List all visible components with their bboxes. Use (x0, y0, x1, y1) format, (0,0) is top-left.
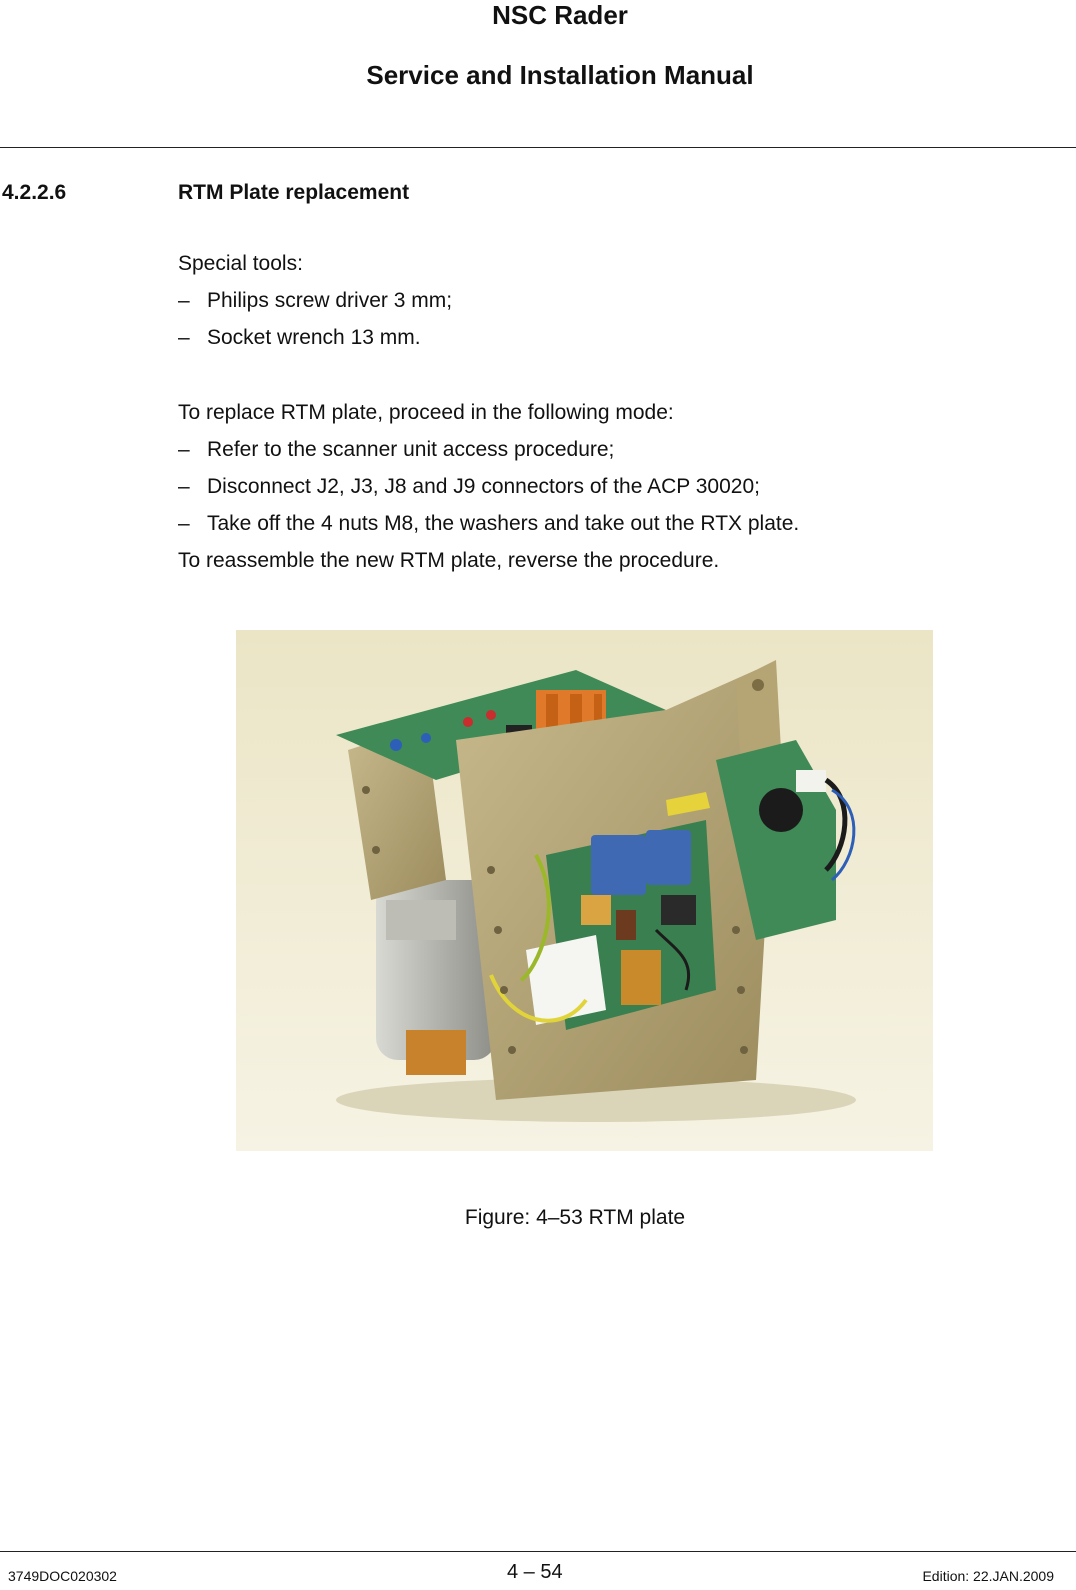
tool-item-text: Socket wrench 13 mm. (207, 326, 421, 349)
procedure-step-text: Refer to the scanner unit access procedure; (207, 438, 615, 461)
bullet-dash: – (178, 326, 190, 349)
bullet-dash: – (178, 289, 190, 312)
section-number: 4.2.2.6 (2, 181, 67, 204)
bullet-dash: – (178, 438, 190, 461)
list-item (178, 475, 760, 499)
bullet-dash: – (178, 512, 190, 535)
tool-item-text: Philips screw driver 3 mm; (207, 289, 453, 312)
section-title: RTM Plate replacement (178, 181, 410, 204)
list-item (178, 289, 452, 313)
procedure-step-text: Disconnect J2, J3, J8 and J9 connectors of the ACP 30020; (207, 475, 760, 498)
header-title: NSC Rader (492, 0, 628, 30)
header-subtitle: Service and Installation Manual (366, 60, 754, 90)
figure-caption: Figure: 4–53 RTM plate (464, 1206, 686, 1229)
list-item (178, 512, 799, 536)
procedure-intro: To replace RTM plate, proceed in the following mode: (178, 401, 674, 424)
page-number: 4 – 54 (507, 1561, 563, 1583)
special-tools-heading: Special tools: (178, 252, 303, 275)
list-item (178, 438, 614, 462)
rtm-plate-photo (236, 630, 933, 1151)
footer-edition: Edition: 22.JAN.2009 (922, 1568, 1054, 1584)
reassembly-note: To reassemble the new RTM plate, reverse the procedure. (178, 549, 720, 572)
header-divider (0, 147, 1076, 148)
bullet-dash: – (178, 475, 190, 498)
footer-doc-id: 3749DOC020302 (8, 1568, 117, 1584)
footer-divider (0, 1551, 1076, 1552)
list-item (178, 326, 421, 350)
procedure-step-text: Take off the 4 nuts M8, the washers and take out the RTX plate. (207, 512, 800, 535)
